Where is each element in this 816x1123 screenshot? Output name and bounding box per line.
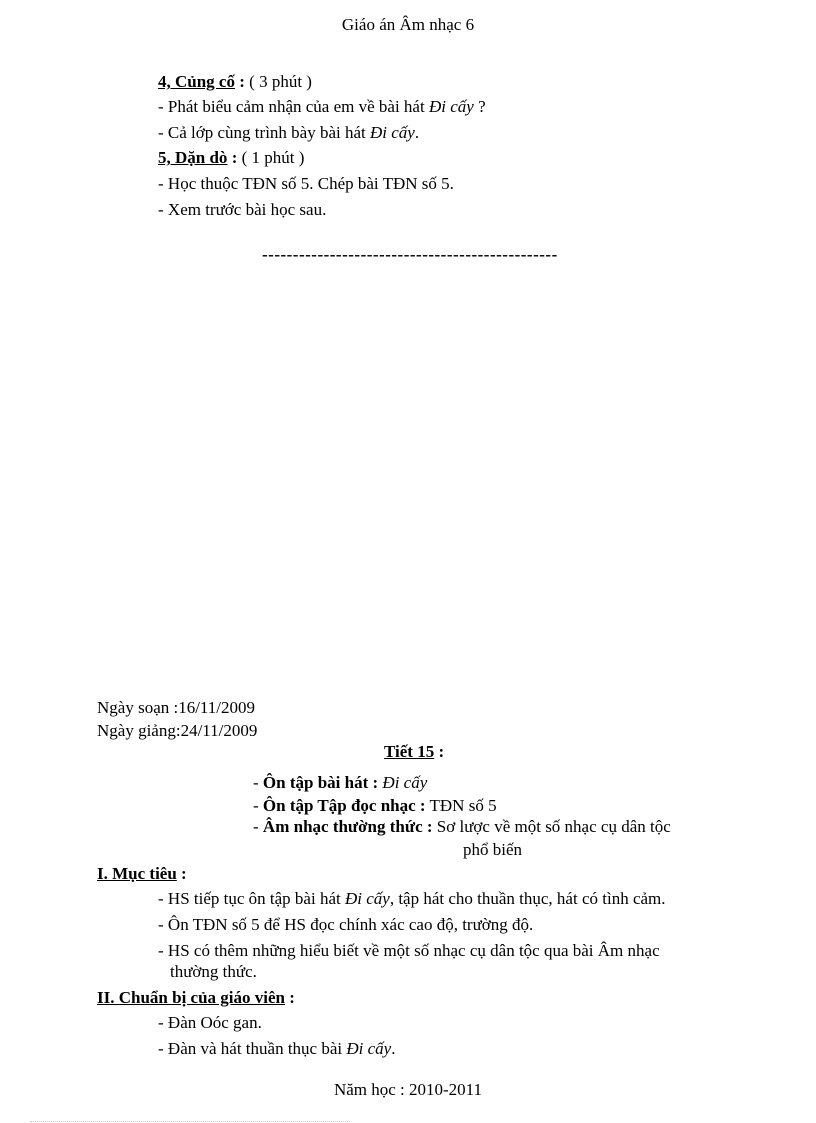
topic-3-value: Sơ lược về một số nhạc cụ dân tộc <box>432 817 671 836</box>
cung-co-item-2-post: . <box>414 123 420 142</box>
muc-tieu-item-1-text: - HS tiếp tục ôn tập bài hát <box>158 889 345 908</box>
cung-co-item-1-text: - Phát biểu cảm nhận của em về bài hát <box>158 97 429 116</box>
topic-1-label: Ôn tập bài hát : <box>262 773 379 792</box>
footer-school-year: Năm học : 2010-2011 <box>333 1080 483 1099</box>
muc-tieu-item-1-post: , tập hát cho thuần thục, hát có tình cảm. <box>389 889 666 908</box>
cung-co-item-1-post: ? <box>473 97 486 116</box>
cung-co-item-1-song: Đi cấy <box>428 97 474 116</box>
topic-1-value: Đi cấy <box>378 773 428 792</box>
topic-2 <box>253 796 497 816</box>
muc-tieu-heading <box>97 864 187 884</box>
cung-co-item-2-song: Đi cấy <box>370 123 415 142</box>
section-dan-do <box>158 148 304 168</box>
cung-co-item-1 <box>158 97 486 117</box>
cung-co-item-2-text: - Cả lớp cùng trình bày bài hát <box>158 123 370 142</box>
muc-tieu-item-3 <box>158 941 660 961</box>
tiet-colon: : <box>438 742 445 761</box>
topic-2-value: TĐN số 5 <box>425 796 497 815</box>
muc-tieu-item-1-song: Đi cấy <box>344 889 390 908</box>
tiet-label: Tiết 15 <box>384 742 435 761</box>
chuan-bi-label: II. Chuẩn bị của giáo viên <box>97 988 285 1007</box>
topic-1 <box>253 773 427 793</box>
muc-tieu-label: I. Mục tiêu <box>97 864 177 883</box>
dan-do-sep: : <box>227 148 242 167</box>
muc-tieu-item-3-text: - HS có thêm những hiểu biết về một số nhạc cụ dân tộc qua bài Âm nhạc <box>158 941 660 960</box>
cung-co-item-2 <box>158 123 419 143</box>
chuan-bi-item-2 <box>158 1039 395 1059</box>
page-header-title: Giáo án Âm nhạc 6 <box>341 15 475 34</box>
topic-1-dash: - <box>253 773 263 792</box>
chuan-bi-heading <box>97 988 295 1008</box>
chuan-bi-item-2-text: - Đàn và hát thuần thục bài <box>158 1039 347 1058</box>
ngay-giang: Ngày giảng:24/11/2009 <box>97 721 258 740</box>
dan-do-label: 5, Dặn dò <box>158 148 228 167</box>
topic-3-label: Âm nhạc thường thức : <box>262 817 433 836</box>
topic-2-dash: - <box>253 796 263 815</box>
muc-tieu-item-1 <box>158 889 666 909</box>
dashed-divider: ------------------------------------------------ <box>262 245 558 264</box>
topic-3-dash: - <box>253 817 263 836</box>
dan-do-time: ( 1 phút ) <box>241 148 305 167</box>
dan-do-item-1: - Học thuộc TĐN số 5. Chép bài TĐN số 5. <box>158 174 454 193</box>
muc-tieu-item-3-continuation: thường thức. <box>170 962 257 981</box>
topic-2-label: Ôn tập Tập đọc nhạc : <box>262 796 426 815</box>
section-cung-co <box>158 72 312 92</box>
chuan-bi-item-1-text: - Đàn Oóc gan. <box>158 1013 262 1032</box>
dan-do-item-2: - Xem trước bài học sau. <box>158 200 327 219</box>
tiet-heading <box>384 742 444 762</box>
muc-tieu-colon: : <box>176 864 187 883</box>
ngay-soan: Ngày soạn :16/11/2009 <box>97 698 256 717</box>
chuan-bi-item-2-post: . <box>391 1039 396 1058</box>
topic-3-continuation: phổ biến <box>463 840 523 859</box>
chuan-bi-item-1 <box>158 1013 262 1033</box>
cung-co-sep: : <box>234 72 250 91</box>
muc-tieu-item-2 <box>158 915 533 935</box>
cung-co-label: 4, Củng cố <box>158 72 235 91</box>
chuan-bi-colon: : <box>285 988 295 1007</box>
muc-tieu-item-2-text: - Ôn TĐN số 5 để HS đọc chính xác cao độ, trường độ. <box>158 915 534 934</box>
cung-co-time: ( 3 phút ) <box>249 72 312 91</box>
topic-3 <box>253 817 671 837</box>
footer-rule <box>30 1121 350 1122</box>
chuan-bi-item-2-song: Đi cấy <box>346 1039 392 1058</box>
